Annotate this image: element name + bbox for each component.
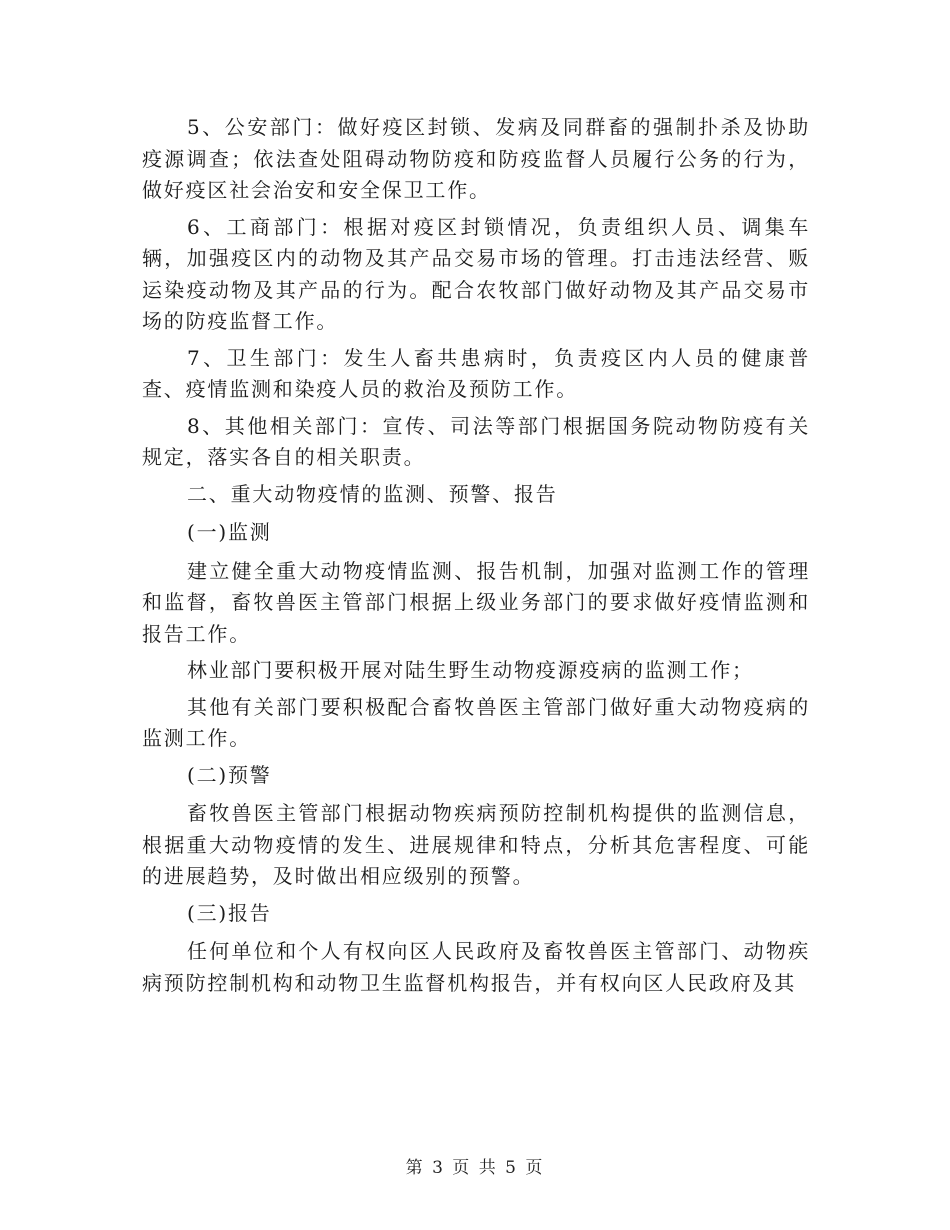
paragraph-report: 任何单位和个人有权向区人民政府及畜牧兽医主管部门、动物疾病预防控制机构和动物卫生监督机构报告，并有权向区人民政府及其: [142, 939, 810, 995]
document-body: [142, 112, 810, 1004]
paragraph-health: 7、卫生部门：发生人畜共患病时，负责疫区内人员的健康普查、疫情监测和染疫人员的救治及预防工作。: [142, 345, 810, 401]
page-number-footer: 第 3 页 共 5 页: [405, 1158, 545, 1178]
paragraph-other-departments: 8、其他相关部门：宣传、司法等部门根据国务院动物防疫有关规定，落实各自的相关职责。: [142, 413, 810, 469]
paragraph-forestry: 林业部门要积极开展对陆生野生动物疫源疫病的监测工作；: [187, 658, 754, 682]
paragraph-warning: 畜牧兽医主管部门根据动物疾病预防控制机构提供的监测信息，根据重大动物疫情的发生、进展规律和特点，分析其危害程度、可能的进展趋势，及时做出相应级别的预警。: [142, 801, 810, 888]
paragraph-other-cooperation: 其他有关部门要积极配合畜牧兽医主管部门做好重大动物疫病的监测工作。: [142, 694, 810, 750]
subheading-warning: (二)预警: [187, 762, 272, 787]
paragraph-industry-commerce: 6、工商部门：根据对疫区封锁情况，负责组织人员、调集车辆，加强疫区内的动物及其产品交易市场的管理。打击违法经营、贩运染疫动物及其产品的行为。配合农牧部门做好动物及其产品交易市场的防疫监督工作。: [142, 214, 810, 333]
subheading-report: (三)报告: [187, 900, 272, 925]
paragraph-public-security: 5、公安部门：做好疫区封锁、发病及同群畜的强制扑杀及协助疫源调查；依法查处阻碍动物防疫和防疫监督人员履行公务的行为，做好疫区社会治安和安全保卫工作。: [142, 115, 810, 202]
subheading-monitoring: (一)监测: [187, 520, 272, 544]
section-heading-monitoring-warning-report: 二、重大动物疫情的监测、预警、报告: [187, 481, 558, 506]
paragraph-monitoring-mechanism: 建立健全重大动物疫情监测、报告机制，加强对监测工作的管理和监督，畜牧兽医主管部门根据上级业务部门的要求做好疫情监测和报告工作。: [142, 558, 810, 646]
